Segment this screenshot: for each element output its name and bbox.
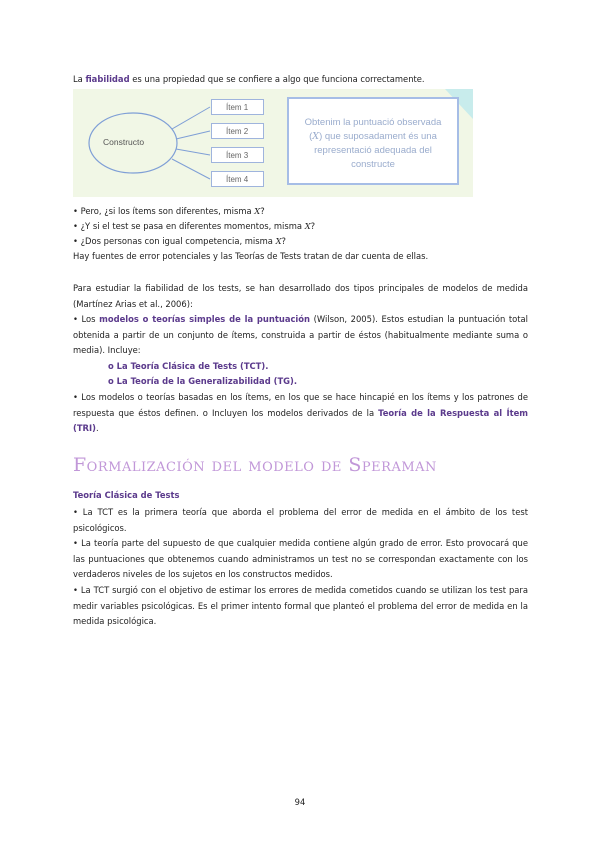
fiabilidad-term: fiabilidad (85, 74, 130, 84)
tct-paragraph-3: • La TCT surgió con el objetivo de estimar los errores de medida cometidos cuando se utilizan los test para medir variables psicológicas. Es el primer intento formal que planteó el problema del error de medida en la medida psicológica. (73, 585, 528, 626)
tct-paragraph-1: • La TCT es la primera teoría que aborda el problema del error de medida en el ámbito de los test psicológicos. (73, 507, 528, 533)
item-box-2: Ítem 2 (211, 123, 264, 139)
construct-label: Constructo (103, 137, 145, 147)
observed-score-box: Obtenim la puntuació observada (X) que suposadament és una representació adequada del constructe (287, 97, 459, 185)
sub-item-tg: o La Teoría de la Generalizabilidad (TG). (108, 376, 298, 386)
reliability-diagram (73, 89, 473, 197)
intro-sentence: La fiabilidad es una propiedad que se confiere a algo que funciona correctamente. (73, 74, 425, 84)
models-intro: Para estudiar la fiabilidad de los tests, se han desarrollado dos tipos principales de modelos de medida (Martínez Arias et al., 2006): (73, 283, 528, 309)
question-3: • ¿Dos personas con igual competencia, misma X? (73, 236, 286, 246)
section-heading: Formalización del modelo de Speraman (73, 454, 437, 476)
sub-item-tct: o La Teoría Clásica de Tests (TCT). (108, 361, 269, 371)
error-sources: Hay fuentes de error potenciales y las Teorías de Tests tratan de dar cuenta de ellas. (73, 251, 429, 261)
item-box-3: Ítem 3 (211, 147, 264, 163)
item-box-1: Ítem 1 (211, 99, 264, 115)
question-1: • Pero, ¿si los ítems son diferentes, misma X? (73, 206, 265, 216)
simple-models-paragraph: • Los modelos o teorías simples de la puntuación (Wilson, 2005). Estos estudian la puntuación total obtenida a partir de un conjunto de ítems, construida a partir de éstos (habitualmente mediante suma o media). Incluye: (73, 314, 528, 355)
item-box-4: Ítem 4 (211, 171, 264, 187)
question-2: • ¿Y si el test se pasa en diferentes momentos, misma X? (73, 221, 316, 231)
page-number: 94 (294, 797, 306, 807)
tct-paragraph-2: • La teoría parte del supuesto de que cualquier medida contiene algún grado de error. Esto provocará que las puntuaciones que obtenemos cuando administramos un test no se correspondan exactamente con los verdaderos niveles de los sujetos en los constructos medidos. (73, 538, 528, 579)
subheading: Teoría Clásica de Tests (73, 490, 180, 500)
item-models-paragraph: • Los modelos o teorías basadas en los ítems, en los que se hace hincapié en los ítems y los patrones de respuesta que éstos definen. o Incluyen los modelos derivados de la Teoría de la Respuesta al Ítem (TRI). (73, 392, 528, 433)
